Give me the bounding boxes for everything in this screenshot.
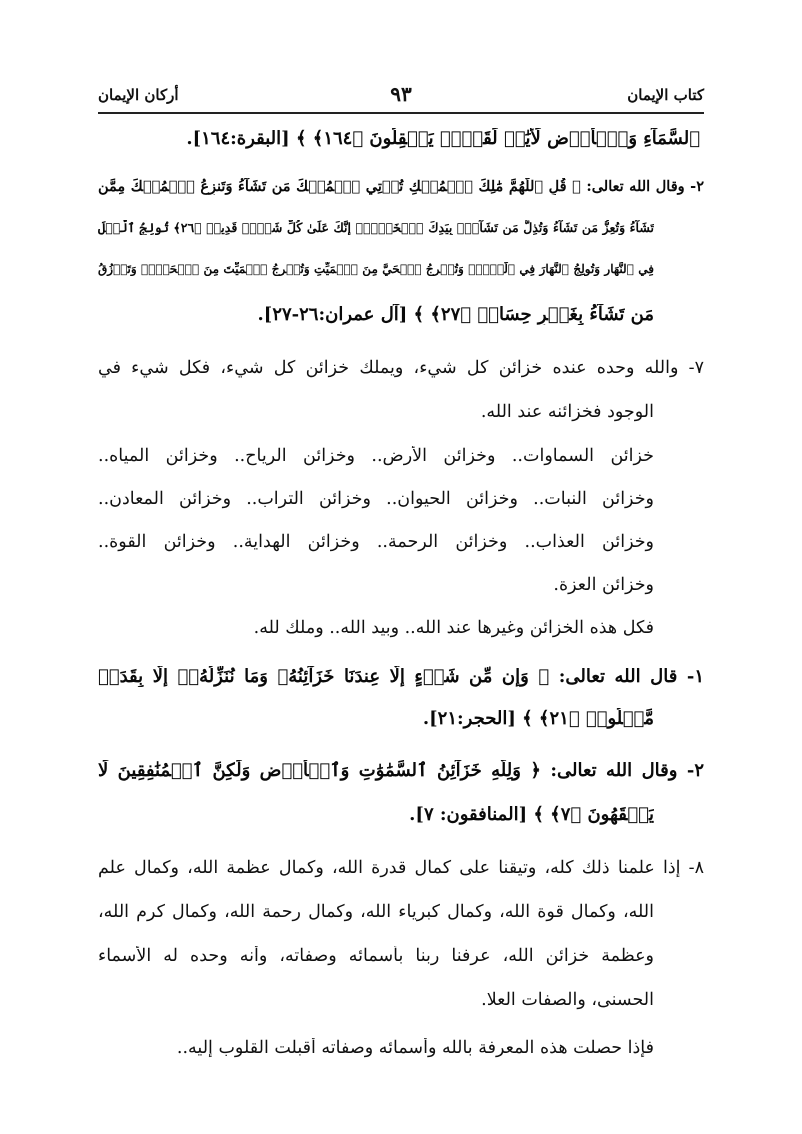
- page-header: [98, 82, 704, 108]
- paragraph-line: وعظمة خزائن الله، عرفنا ربنا بأسمائه وصفاته، وأنه وحده له الأسماء: [98, 946, 654, 966]
- page-number: ٩٣: [390, 82, 412, 106]
- quran-verse-line: يَفۡقَهُونَ ﴿٧﴾ ﴾ [المنافقون: ٧].: [409, 804, 654, 825]
- quran-verse-line: ٢- وقال الله تعالى: ﴿ قُلِ ٱللَّهُمَّ مَٰلِكَ ٱلۡمُلۡكِ تُؤۡتِي ٱلۡمُلۡكَ مَن تَشَآءُ وَتَنزِعُ ٱلۡمُلۡكَ مِمَّن: [98, 178, 704, 195]
- section-title: أركان الإيمان: [98, 86, 179, 104]
- paragraph-line: الوجود فخزائنه عند الله.: [480, 402, 654, 422]
- paragraph-line: فإذا حصلت هذه المعرفة بالله وأسمائه وصفاته أقبلت القلوب إليه..: [176, 1038, 654, 1058]
- paragraph-line: الله، وكمال قوة الله، وكمال كبرياء الله، وكمال رحمة الله، وكمال كرم الله،: [98, 902, 654, 922]
- quran-verse-line: ١- قال الله تعالى: ﴿ وَإِن مِّن شَيۡءٍ إِلَّا عِندَنَا خَزَآئِنُهُۥ وَمَا نُنَزِّلُهُۥٓ إِلَّا بِقَدَرٖ: [98, 666, 704, 687]
- book-title: كتاب الإيمان: [627, 86, 704, 104]
- quran-verse-line: مَن تَشَآءُ بِغَيۡرِ حِسَابٖ ﴿٢٧﴾ ﴾ [آل عمران:٢٦-٢٧].: [257, 304, 654, 325]
- paragraph-line: الحسنى، والصفات العلا.: [481, 990, 654, 1010]
- paragraph-line: فكل هذه الخزائن وغيرها عند الله.. وبيد الله.. وملك لله.: [253, 618, 654, 638]
- header-divider: [98, 112, 704, 114]
- paragraph-line: وخزائن النبات.. وخزائن الحيوان.. وخزائن التراب.. وخزائن المعادن..: [98, 489, 654, 509]
- paragraph-line: ٨- إذا علمنا ذلك كله، وتيقنا على كمال قدرة الله، وكمال عظمة الله، وكمال علم: [98, 858, 704, 878]
- quran-verse-line: ٱلسَّمَآءِ وَٱلۡأَرۡضِ لَأٓيَٰتٖ لِّقَوۡمٖ يَعۡقِلُونَ ﴿١٦٤﴾ ﴾ [البقرة:١٦٤].: [186, 128, 700, 149]
- quran-verse-line: فِي ٱلنَّهَارِ وَتُولِجُ ٱلنَّهَارَ فِي ٱلَّيۡلِۖ وَتُخۡرِجُ ٱلۡحَيَّ مِنَ ٱلۡمَيِّتِ وَتُخۡرِجُ ٱلۡمَيِّتَ مِنَ ٱلۡحَيِّۖ وَتَرۡزُقُ: [98, 262, 654, 276]
- quran-verse-line: تَشَآءُ وَتُعِزُّ مَن تَشَآءُ وَتُذِلُّ مَن تَشَآءُۖ بِيَدِكَ ٱلۡخَيۡرُۖ إِنَّكَ عَلَىٰ كُلِّ شَيۡءٖ قَدِيرٞ ﴿٢٦﴾ تُولِجُ ٱلَّيۡلَ: [98, 220, 654, 235]
- quran-verse-line: ٢- وقال الله تعالى: ﴿ وَلِلَّهِ خَزَآئِنُ ٱلسَّمَٰوَٰتِ وَٱلۡأَرۡضِ وَلَٰكِنَّ ٱلۡمُنَٰفِقِينَ لَا: [98, 760, 704, 781]
- paragraph-line: وخزائن العذاب.. وخزائن الرحمة.. وخزائن الهداية.. وخزائن القوة..: [98, 532, 654, 552]
- paragraph-line: وخزائن العزة.: [553, 575, 654, 595]
- quran-verse-line: مَّعۡلُومٖ ﴿٢١﴾ ﴾ [الحجر:٢١].: [422, 708, 654, 729]
- paragraph-line: ٧- والله وحده عنده خزائن كل شيء، ويملك خزائن كل شيء، فكل شيء في: [98, 358, 704, 378]
- paragraph-line: خزائن السماوات.. وخزائن الأرض.. وخزائن الرياح.. وخزائن المياه..: [98, 446, 654, 466]
